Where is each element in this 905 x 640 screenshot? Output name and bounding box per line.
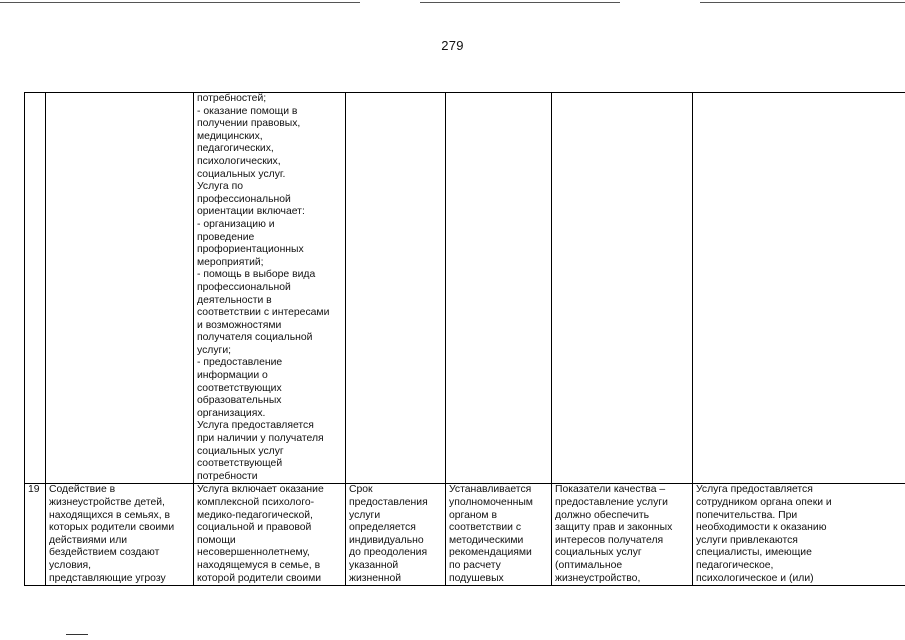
- cell-service-content: потребностей; - оказание помощи в получении правовых, медицинских, педагогических, психологических, социальных услуг. Услуга по профессиональной ориентации включает: - организацию и проведение профориентационных мероприятий; - помощь в выборе вида профессиональной деятельности в соответствии с интересами и возможностями получателя социальной услуги; - предоставление информации о соответствующих образовательных организациях. Услуга предоставляется при наличии у получателя социальных услуг соответствующей потребности: [194, 93, 346, 484]
- cell-norm: Устанавливается уполномоченным органом в соответствии с методическими рекомендациями по расчету подушевых: [446, 484, 552, 586]
- cell-term: Срок предоставления услуги определяется индивидуально до преодоления указанной жизненной: [346, 484, 446, 586]
- cell-quality: Показатели качества – предоставление услуги должно обеспечить защиту прав и законных интересов получателя социальных услуг (оптимальное жизнеустройство,: [552, 484, 693, 586]
- scan-edge-line: [700, 2, 905, 3]
- table-row: [25, 93, 905, 484]
- scan-edge-line: [0, 2, 360, 3]
- scan-mark: [66, 634, 88, 635]
- cell-conditions: [693, 93, 905, 484]
- services-table: [24, 92, 905, 586]
- cell-service-name: Содействие в жизнеустройстве детей, находящихся в семьях, в которых родители своими действиями или бездействием создают условия, представляющие угрозу: [46, 484, 194, 586]
- table-row: [25, 484, 905, 586]
- cell-term: [346, 93, 446, 484]
- cell-conditions: Услуга предоставляется сотрудником органа опеки и попечительства. При необходимости к оказанию услуги привлекаются специалисты, имеющие педагогическое, психологическое и (или): [693, 484, 905, 586]
- cell-number: 19: [25, 484, 46, 586]
- cell-number: [25, 93, 46, 484]
- scan-edge-line: [420, 2, 620, 3]
- page-number: 279: [441, 38, 464, 53]
- cell-norm: [446, 93, 552, 484]
- cell-quality: [552, 93, 693, 484]
- cell-service-name: [46, 93, 194, 484]
- cell-service-content: Услуга включает оказание комплексной психолого- медико-педагогической, социальной и правовой помощи несовершеннолетнему, находящемуся в семье, в которой родители своими: [194, 484, 346, 586]
